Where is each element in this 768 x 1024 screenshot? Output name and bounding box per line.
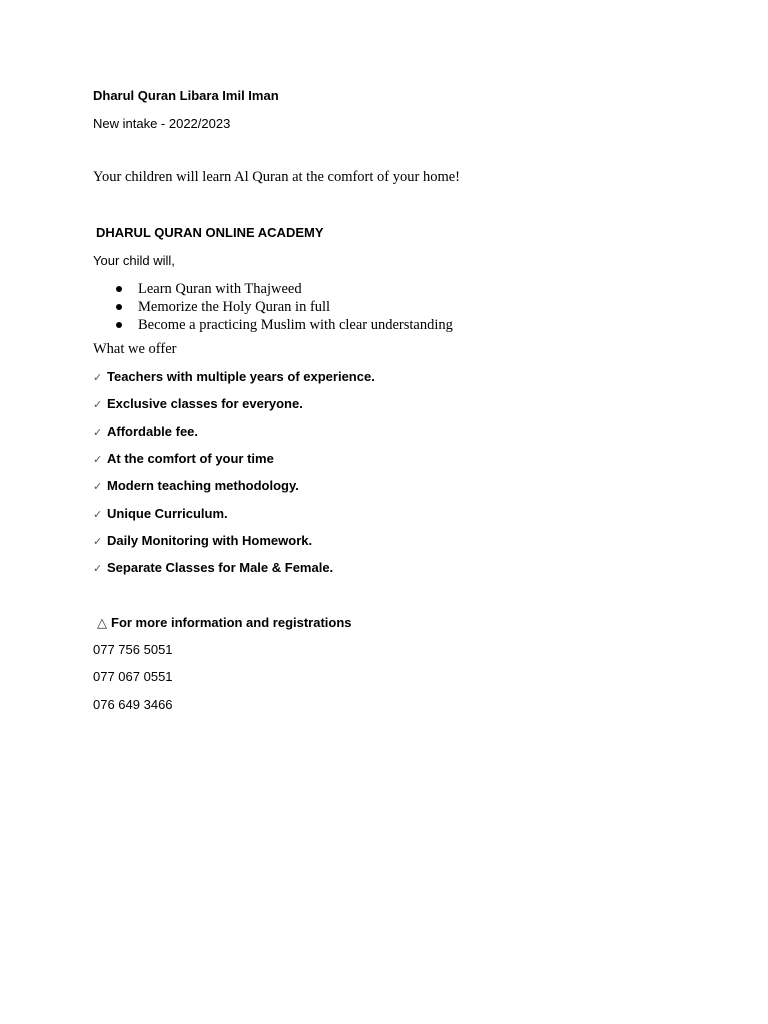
offer-item: ✓ Modern teaching methodology. (93, 478, 299, 493)
check-mark-icon: ✓ (93, 426, 103, 439)
document-title: Dharul Quran Libara Imil Iman (93, 88, 279, 103)
list-item (93, 316, 453, 334)
offer-item: ✓ At the comfort of your time (93, 451, 274, 466)
goal-text: Memorize the Holy Quran in full (138, 299, 331, 315)
goals-list (93, 280, 453, 334)
offers-heading: What we offer (93, 341, 177, 357)
list-item (93, 298, 453, 316)
phone-number: 076 649 3466 (93, 697, 173, 712)
offer-item: ✓ Daily Monitoring with Homework. (93, 533, 313, 548)
offer-item: ✓ Separate Classes for Male & Female. (93, 560, 334, 575)
offer-item: ✓ Unique Curriculum. (93, 506, 228, 521)
check-mark-icon: ✓ (93, 480, 103, 493)
check-mark-icon: ✓ (93, 398, 103, 411)
intake-line: New intake - 2022/2023 (93, 116, 231, 131)
offer-item: ✓ Exclusive classes for everyone. (93, 396, 303, 411)
check-mark-icon: ✓ (93, 562, 103, 575)
goal-text: Learn Quran with Thajweed (138, 281, 302, 297)
child-intro: Your child will, (93, 253, 175, 268)
phone-number: 077 067 0551 (93, 669, 173, 684)
offer-item: ✓ Teachers with multiple years of experience. (93, 369, 375, 384)
bullet-icon (116, 322, 122, 328)
check-mark-icon: ✓ (93, 371, 103, 384)
bullet-icon (116, 286, 122, 292)
academy-name: DHARUL QURAN ONLINE ACADEMY (96, 225, 324, 240)
check-mark-icon: ✓ (93, 453, 103, 466)
tagline: Your children will learn Al Quran at the comfort of your home! (93, 169, 460, 185)
warning-triangle-icon: △ (97, 616, 107, 631)
check-mark-icon: ✓ (93, 535, 103, 548)
check-mark-icon: ✓ (93, 508, 103, 521)
phone-number: 077 756 5051 (93, 642, 173, 657)
bullet-icon (116, 304, 122, 310)
offer-item: ✓ Affordable fee. (93, 424, 199, 439)
goal-text: Become a practicing Muslim with clear understanding (138, 317, 453, 333)
contact-heading: △ For more information and registrations (93, 616, 352, 630)
list-item (93, 280, 453, 298)
